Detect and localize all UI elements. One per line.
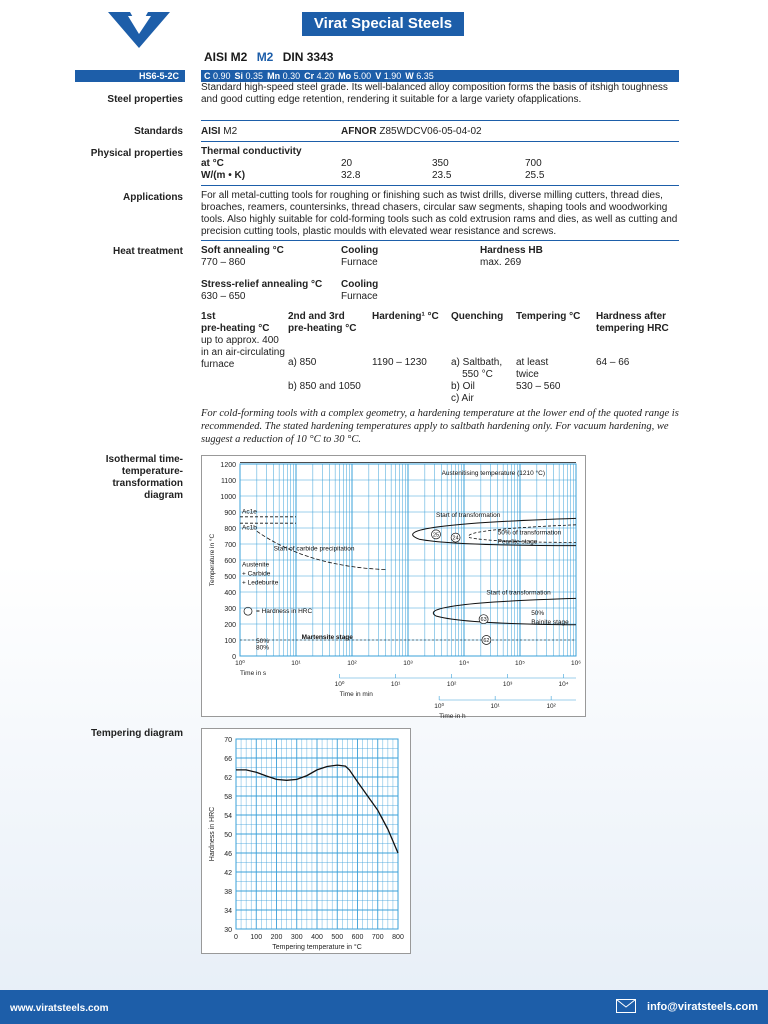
ttt-x-tick-s: 10⁰ (235, 660, 245, 667)
y-tick-label: 58 (224, 794, 232, 801)
phys-row1-label: at °C (201, 158, 224, 169)
ac1b-label: Ac1b (242, 524, 257, 532)
x-tick-label: 100 (250, 934, 263, 941)
virat-logo-icon (108, 12, 170, 48)
steel-properties-text: Standard high-speed steel grade. Its well-balanced alloy composition forms the basis of itshigh toughness and good cutting edge retention, rendering it suitable for a large variety ofapplications. (201, 82, 668, 105)
y-tick-label: 30 (224, 927, 232, 934)
label-standards: Standards (134, 126, 183, 137)
y-tick-label: 62 (224, 775, 232, 782)
phys-row1-v0: 20 (341, 158, 353, 169)
ttt-y-tick: 500 (224, 574, 236, 581)
grade-line (204, 50, 333, 64)
ttt-x-tick-h: 10² (546, 703, 556, 710)
comp-mn: Mn (267, 71, 283, 81)
divider (201, 240, 679, 241)
phys-row2-label: W/(m • K) (201, 170, 246, 181)
cooling2-head: Cooling (341, 279, 379, 290)
ac1e-label: Ac1e (242, 508, 257, 516)
ttt-svg (202, 456, 587, 718)
ttt-y-tick: 700 (224, 542, 236, 549)
pct80-label: 80% (256, 644, 270, 652)
ttt-diagram (201, 455, 586, 717)
ttt-x-tick-s: 10² (347, 660, 357, 667)
ttt-x-tick-s: 10⁶ (571, 660, 581, 667)
x-tick-label: 200 (270, 934, 283, 941)
pct50-label: 50% (256, 638, 270, 646)
divider (201, 120, 679, 121)
ttt-y-tick: 1200 (220, 462, 236, 469)
ttt-x-tick-h: 10¹ (490, 703, 500, 710)
x-tick-label: 700 (371, 934, 384, 941)
composition-bar (201, 70, 679, 82)
ttt-y-tick: 100 (224, 638, 236, 645)
ttt-x-label-s: Time in s (240, 670, 267, 677)
standard-afnor: AFNOR Z85WDCV06-05-04-02 (341, 126, 482, 137)
preheat1-val: up to approx. 400 in an air-circulating furnace (201, 335, 285, 370)
austenite-carbide-label: + Carbide (242, 570, 271, 578)
comp-w: W (405, 71, 417, 81)
email-link[interactable]: info@viratsteels.com (647, 1001, 758, 1013)
ttt-x-tick-s: 10³ (403, 660, 413, 667)
ttt-x-tick-h: 10⁰ (434, 703, 445, 710)
ttt-x-tick-min: 10⁴ (558, 681, 569, 688)
austenitising-label: Austenitising temperature (1210 °C) (441, 470, 546, 478)
stress-relief-head: Stress-relief annealing °C (201, 279, 323, 290)
x-tick-label: 300 (290, 934, 303, 941)
divider (201, 141, 679, 142)
x-tick-label: 0 (234, 934, 238, 941)
ttt-x-tick-s: 10⁴ (458, 660, 470, 667)
y-tick-label: 50 (224, 832, 232, 839)
martensite-label: Martensite stage (301, 634, 353, 642)
phys-row1-v2: 700 (525, 158, 542, 169)
soft-annealing-val: 770 – 860 (201, 257, 246, 268)
y-tick-label: 42 (224, 870, 232, 877)
tempering-chart (201, 728, 411, 954)
designation-badge: HS6-5-2C (75, 70, 185, 82)
preheat2-head: 2nd and 3rd pre-heating °C (288, 311, 357, 334)
carbide-label: Start of carbide precipitation (273, 545, 355, 553)
ttt-y-axis-label: Temperature in °C (209, 533, 216, 587)
y-tick-label: 38 (224, 889, 232, 896)
hrc-value: 24 (452, 535, 459, 542)
comp-mo-value: 5.00 (353, 71, 372, 81)
x-tick-label: 400 (311, 934, 323, 941)
hrc-value: 63 (480, 617, 487, 624)
preheat1-head: 1st pre-heating °C (201, 311, 270, 334)
y-axis-label: Hardness in HRC (209, 806, 216, 862)
austenite-carbide-label: Austenite (242, 561, 270, 569)
comp-si: Si (234, 71, 246, 81)
label-physical-properties: Physical properties (90, 148, 183, 159)
phys-row2-v0: 32.8 (341, 170, 361, 181)
ttt-x-tick-min: 10¹ (390, 681, 401, 688)
comp-cr-value: 4.20 (316, 71, 335, 81)
hardness-after-val: 64 – 66 (596, 357, 630, 368)
ttt-y-tick: 900 (224, 510, 236, 517)
pearlite-label: Pearlite stage (497, 538, 538, 546)
applications-text: For all metal-cutting tools for roughing or finishing such as twist drills, diverse milling cutters, thread dies, broaches, reamers, countersinks, thread chasers, circular saw segments, shaping tools and woodworking tools. Also highly suitable for cold-forming tools such as cold extrusion rams and dies, as well as cutting and precision cutting tools, plastic moulds with elevated wear resistance and screws. (201, 190, 678, 237)
start-transformation-2: Start of transformation (486, 589, 551, 597)
ttt-x-tick-min: 10⁰ (334, 681, 345, 688)
ttt-x-tick-s: 10¹ (291, 660, 301, 667)
thermal-conductivity-title: Thermal conductivity (201, 146, 302, 157)
ttt-x-tick-min: 10² (446, 681, 457, 688)
divider (201, 185, 679, 186)
standard-aisi: AISI M2 (201, 126, 238, 137)
y-tick-label: 46 (224, 851, 232, 858)
ttt-x-tick-min: 10³ (502, 681, 513, 688)
hardness-after-head: Hardness after tempering HRC (596, 311, 669, 334)
hardness-hb-val: max. 269 (480, 257, 522, 268)
comp-si-value: 0.35 (245, 71, 264, 81)
x-tick-label: 800 (392, 934, 404, 941)
quenching-head: Quenching (451, 311, 504, 322)
label-ttt-diagram: Isothermal time- temperature- transformation diagram (105, 454, 183, 501)
cooling-val: Furnace (341, 257, 378, 268)
bainite-label: 50% (531, 610, 545, 618)
ttt-y-tick: 300 (224, 606, 236, 613)
ttt-y-tick: 600 (224, 558, 236, 565)
hardness-hb-head: Hardness HB (480, 245, 543, 256)
ttt-x-label-min: Time in min (339, 691, 373, 698)
x-axis-label: Tempering temperature in °C (272, 944, 362, 951)
comp-mo: Mo (338, 71, 354, 81)
quenching-val: a) Saltbath, 550 °C b) Oil c) Air (451, 357, 503, 404)
ttt-x-tick-s: 10⁵ (515, 660, 525, 667)
footnote: For cold-forming tools with a complex geometry, a hardening temperature at the lower end of the quoted range is recommended. The stated hardening temperatures apply to saltbath hardening only. For vacuum hardening, we suggest a reduction of 10 °C to 30 °C. (201, 408, 679, 445)
comp-c: C (204, 71, 213, 81)
tempering-head: Tempering °C (516, 311, 581, 322)
phys-row2-v1: 23.5 (432, 170, 452, 181)
comp-v: V (375, 71, 384, 81)
comp-w-value: 6.35 (416, 71, 434, 81)
comp-v-value: 1.90 (383, 71, 402, 81)
grade-din: DIN 3343 (282, 50, 334, 64)
label-steel-properties: Steel properties (107, 94, 183, 105)
tempering-svg (202, 729, 412, 955)
y-tick-label: 54 (224, 813, 232, 820)
y-tick-label: 66 (224, 756, 232, 763)
ttt-y-tick: 200 (224, 622, 236, 629)
comp-cr: Cr (304, 71, 317, 81)
hardening-head: Hardening¹ °C (372, 311, 439, 322)
ttt-x-label-h: Time in h (439, 713, 466, 718)
hardness-key-label: = Hardness in HRC (256, 608, 313, 616)
brand-title: Virat Special Steels (302, 12, 464, 36)
envelope-icon (616, 999, 636, 1013)
ttt-y-tick: 400 (224, 590, 236, 597)
label-applications: Applications (122, 192, 183, 203)
hardening-val: 1190 – 1230 (372, 357, 427, 368)
grade-aisi: AISI M2 (204, 50, 248, 64)
phys-row2-v2: 25.5 (525, 170, 545, 181)
x-tick-label: 600 (351, 934, 364, 941)
stress-relief-val: 630 – 650 (201, 291, 246, 302)
bainite-label: Bainite stage (531, 619, 569, 627)
phys-row1-v1: 350 (432, 158, 449, 169)
tempering-val: at least twice 530 – 560 (516, 357, 561, 392)
cooling-head: Cooling (341, 245, 379, 256)
ttt-y-tick: 800 (224, 526, 236, 533)
ttt-y-tick: 1000 (220, 494, 236, 501)
preheat2-val: a) 850 b) 850 and 1050 (288, 357, 361, 392)
hrc-value: 62 (483, 638, 490, 644)
grade-m2: M2 (256, 50, 274, 64)
soft-annealing-head: Soft annealing °C (201, 245, 284, 256)
austenite-carbide-label: + Ledeburite (242, 579, 279, 587)
hrc-value: 25 (432, 532, 440, 539)
cooling2-val: Furnace (341, 291, 378, 302)
start-transformation-1: Start of transformation (436, 511, 501, 519)
y-tick-label: 70 (224, 737, 232, 744)
footer (0, 990, 768, 1024)
label-heat-treatment: Heat treatment (112, 246, 183, 257)
ttt-y-tick: 0 (232, 654, 236, 661)
x-tick-label: 500 (331, 934, 344, 941)
comp-c-value: 0.90 (213, 71, 231, 81)
comp-mn-value: 0.30 (282, 71, 301, 81)
y-tick-label: 34 (224, 908, 232, 915)
ttt-y-tick: 1100 (220, 478, 236, 485)
website-link[interactable]: www.viratsteels.com (10, 1003, 109, 1014)
pearlite-label: 50% of transformation (497, 529, 562, 537)
label-tempering-diagram: Tempering diagram (90, 728, 183, 739)
